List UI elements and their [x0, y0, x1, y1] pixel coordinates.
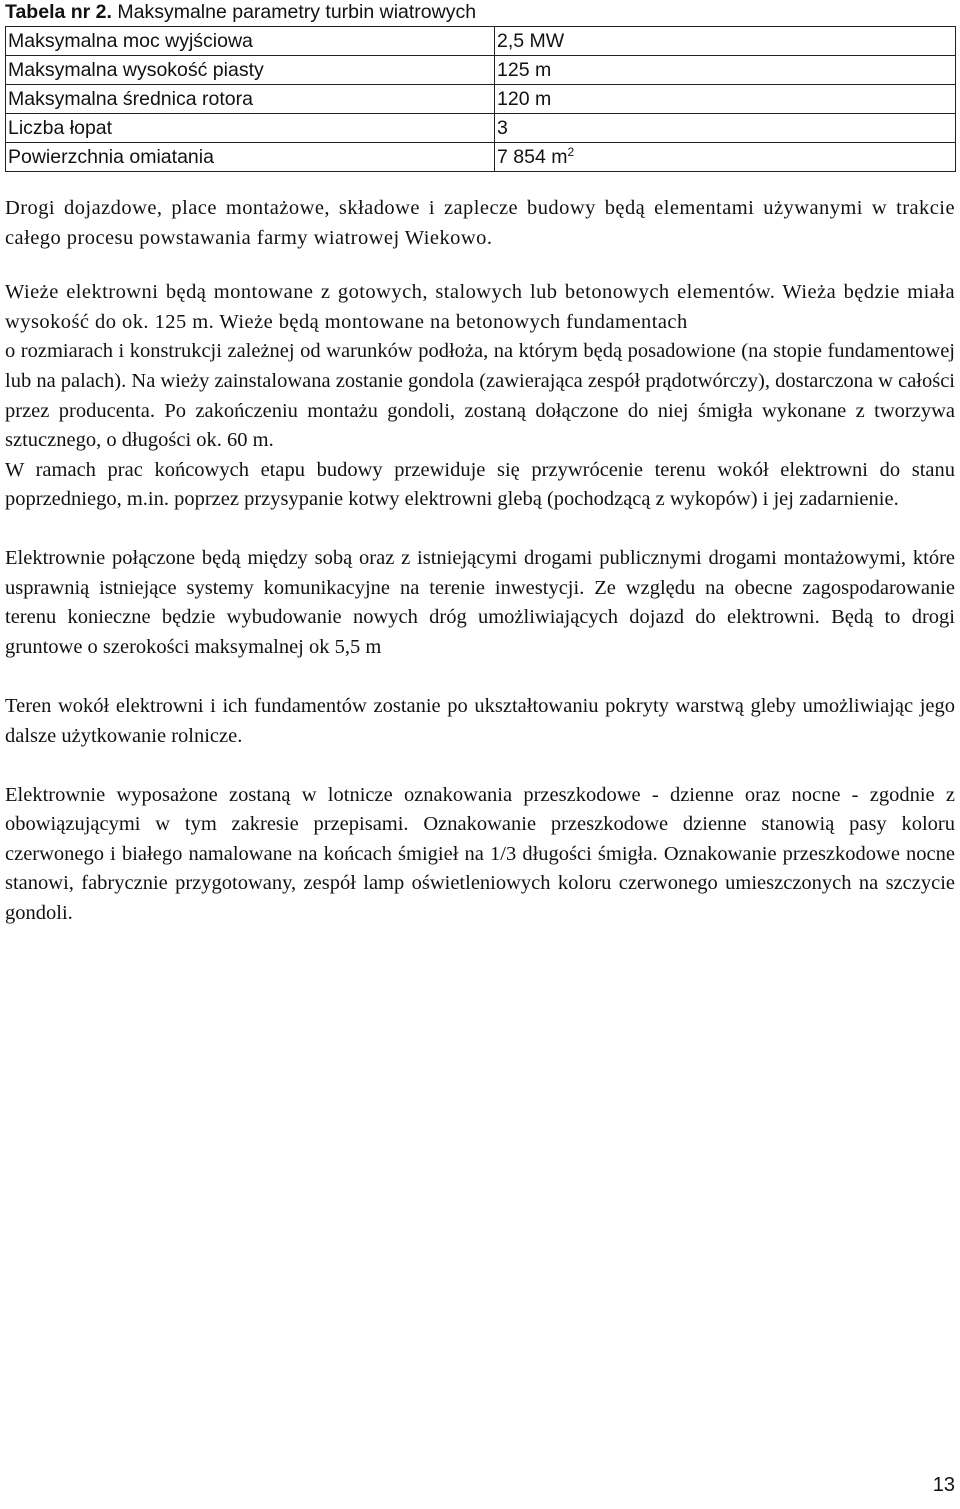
paragraph-aviation-marking: Elektrownie wyposażone zostaną w lotnicze oznakowania przeszkodowe - dzienne oraz nocne - zgodnie z obowiązującymi w tym zakresie przepisami. Oznakowanie przeszkodowe dzienne stanowią pasy koloru czerwonego i białego namalowane na końcach śmigieł na 1/3 długości śmigła. Oznakowanie przeszkodowe nocne stanowi, fabrycznie przygotowany, zespół lamp oświetleniowych koloru czerwonego umieszczonych na szczycie gondoli.	[5, 783, 955, 924]
parameter-name: Maksymalna średnica rotora	[6, 85, 495, 114]
parameter-value-text: 3	[497, 117, 508, 139]
parameter-value	[495, 143, 956, 172]
parameter-name: Maksymalna wysokość piasty	[6, 56, 495, 85]
table-row	[6, 143, 956, 172]
paragraph-land-restoration: Teren wokół elektrowni i ich fundamentów zostanie po ukształtowaniu pokryty warstwą gleby umożliwiając jego dalsze użytkowanie rolnicze.	[5, 695, 955, 747]
parameter-value	[495, 85, 956, 114]
paragraph-towers-part-2: Wieże będą montowane na betonowych fundamentach	[219, 310, 688, 333]
parameter-name: Liczba łopat	[6, 114, 495, 143]
parameter-value	[495, 114, 956, 143]
paragraph-towers-part-3: o rozmiarach i konstrukcji zależnej od warunków podłoża, na którym będą posadowione (na stopie fundamentowej lub na palach).	[5, 340, 955, 392]
paragraph-roads-network: Elektrownie połączone będą między sobą oraz z istniejącymi drogami publicznymi drogami montażowymi, które usprawnią istniejące systemy komunikacyjne na terenie inwestycji. Ze względu na obecne zagospodarowanie terenu konieczne będzie wybudowanie nowych dróg umożliwiających dojazd do elektrowni. Będą to drogi gruntowe o szerokości maksymalnej ok 5,5 m	[5, 546, 955, 658]
table-row	[6, 85, 956, 114]
parameter-name: Powierzchnia omiatania	[6, 143, 495, 172]
superscript: 2	[567, 145, 575, 159]
parameter-value-text: 125 m	[497, 59, 552, 81]
paragraph-towers-part-4: Na wieży zainstalowana zostanie gondola (zawierająca zespół prądotwórczy), dostarczona w całości przez producenta. Po zakończeniu montażu gondoli, zostaną dołączone do niej śmigła wykonane z tworzywa sztucznego, o długości ok. 60 m.	[5, 369, 956, 452]
document-page	[5, 0, 957, 928]
page-number: 13	[932, 1474, 955, 1496]
table-row	[6, 27, 956, 56]
table-row	[6, 114, 956, 143]
turbine-parameters-table	[5, 26, 956, 172]
parameter-value-text: 7 854 m	[497, 146, 568, 168]
table-caption-title: Maksymalne parametry turbin wiatrowych	[117, 1, 477, 23]
paragraph-towers	[5, 278, 955, 515]
paragraph-towers-part-1: Wieże elektrowni będą montowane z gotowych, stalowych lub betonowych elementów. Wieża będzie miała wysokość do ok. 125 m.	[5, 281, 955, 333]
paragraph-access-roads: Drogi dojazdowe, place montażowe, składowe i zaplecze budowy będą elementami używanymi w trakcie całego procesu powstawania farmy wiatrowej Wiekowo.	[5, 197, 955, 249]
parameter-value	[495, 27, 956, 56]
table-caption	[5, 1, 957, 23]
parameter-value-text: 2,5 MW	[497, 30, 565, 52]
parameter-value	[495, 56, 956, 85]
parameter-value-text: 120 m	[497, 88, 552, 110]
table-caption-label: Tabela nr 2.	[5, 1, 112, 23]
paragraph-towers-part-5: W ramach prac końcowych etapu budowy przewiduje się przywrócenie terenu wokół elektrowni do stanu poprzedniego, m.in. poprzez przysypanie kotwy elektrowni glebą (pochodzącą z wykopów) i jej zadarnienie.	[5, 458, 955, 511]
parameter-name: Maksymalna moc wyjściowa	[6, 27, 495, 56]
table-row	[6, 56, 956, 85]
